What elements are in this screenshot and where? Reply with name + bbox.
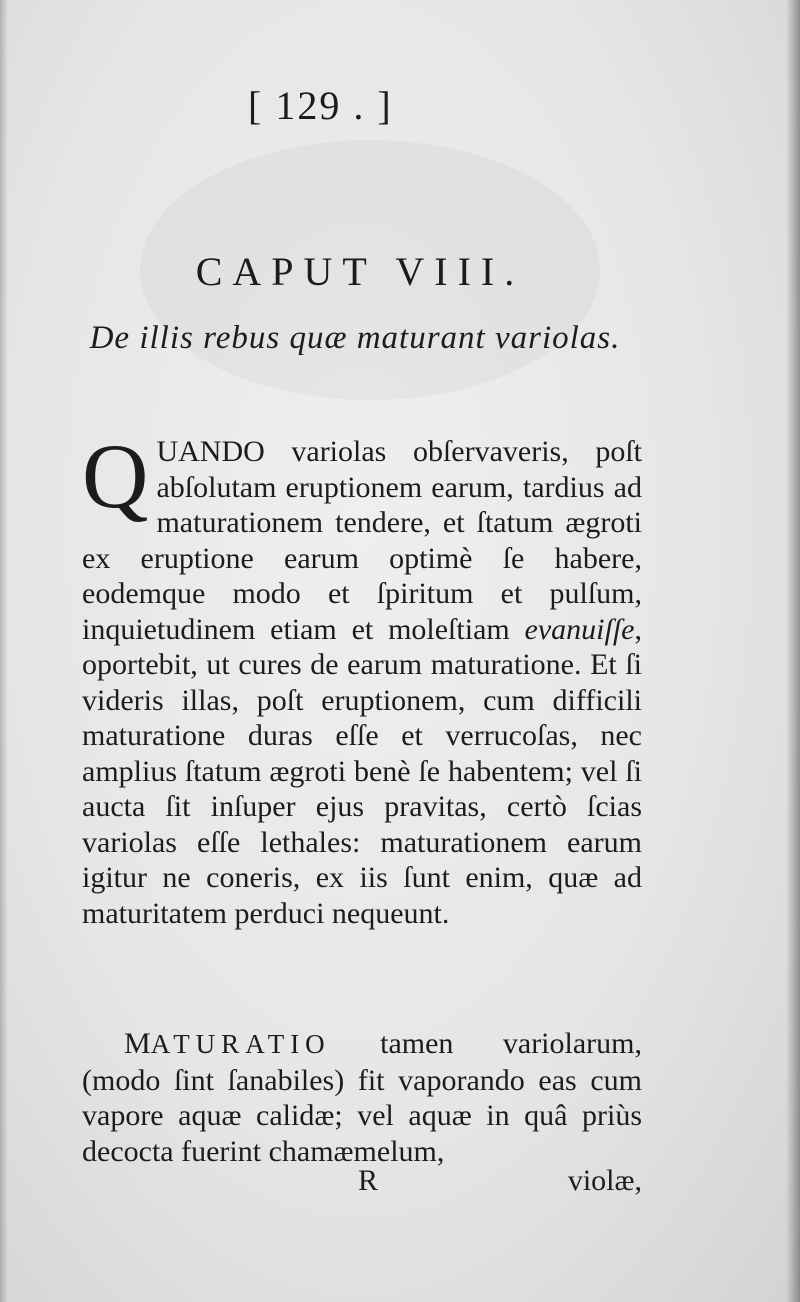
- page-number: [ 129 . ]: [248, 83, 393, 128]
- paragraph-1-italic-word: evanuiſſe: [524, 612, 635, 646]
- paragraph-2-small-caps: ATURATIO: [150, 1029, 331, 1059]
- paragraph-1: [82, 425, 642, 931]
- chapter-subtitle: De illis rebus quæ maturant variolas.: [89, 320, 621, 356]
- paragraph-2-first-letter: M: [124, 1027, 151, 1060]
- paragraph-2: [82, 1026, 642, 1169]
- drop-cap: Q: [82, 425, 149, 527]
- paragraph-2-text: tamen variolarum, (modo ſint ſanabiles) fit vaporando eas cum vapore aquæ calidæ; vel aquæ in quâ priùs decocta fuerint chamæmelum,: [82, 1027, 642, 1168]
- paragraph-1-text: variolas obſervaveris, poſt abſolutam eruptionem earum, tardius ad maturationem tendere, et ſtatum ægroti ex eruptione earum optimè ſe habere, eodemque modo et ſpiritum et pulſum, inquietudinem etiam et moleſtiam: [82, 435, 642, 646]
- page-right-shadow: [786, 0, 800, 1302]
- paragraph-1-text-end: , oportebit, ut cures de earum maturatione. Et ſi videris illas, poſt eruptionem, cum difficili maturatione duras eſſe et verrucoſas, nec amplius ſtatum ægroti benè ſe habentem; vel ſi aucta ſit inſuper ejus pravitas, certò ſcias variolas eſſe lethales: maturationem earum igitur ne coneris, ex iis ſunt enim, quæ ad maturitatem perduci nequeunt.: [82, 612, 642, 930]
- chapter-heading: CAPUT VIII.: [195, 249, 525, 294]
- page-footer: [82, 1164, 642, 1204]
- catchword: violæ,: [567, 1164, 642, 1197]
- page-left-shadow: [0, 0, 8, 1302]
- paragraph-1-opening: UANDO: [156, 435, 265, 468]
- signature-mark: R: [358, 1164, 379, 1197]
